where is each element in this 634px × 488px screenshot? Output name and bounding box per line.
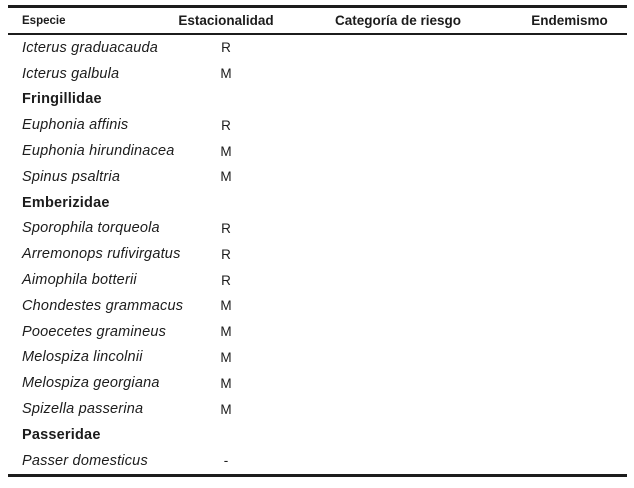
family-cell: Emberizidae	[22, 194, 110, 211]
table-row	[8, 35, 627, 61]
table-row	[8, 190, 627, 216]
family-cell: Passeridae	[22, 426, 101, 443]
species-cell: Euphonia affinis	[22, 117, 129, 134]
species-cell: Arremonops rufivirgatus	[22, 246, 181, 263]
table-row	[8, 87, 627, 113]
table-row	[8, 345, 627, 371]
table-row	[8, 61, 627, 87]
table-row	[8, 448, 627, 474]
table-row	[8, 370, 627, 396]
species-cell: Icterus graduacauda	[22, 39, 158, 56]
column-header-estacionalidad: Estacionalidad	[178, 13, 274, 28]
table-row	[8, 293, 627, 319]
seasonality-cell: M	[220, 375, 232, 391]
seasonality-cell: M	[220, 324, 232, 340]
table-row	[8, 112, 627, 138]
species-cell: Euphonia hirundinacea	[22, 143, 175, 160]
seasonality-cell: R	[221, 40, 231, 56]
column-header-categoria-riesgo: Categoría de riesgo	[334, 13, 462, 28]
table-row	[8, 216, 627, 242]
species-cell: Melospiza lincolnii	[22, 349, 143, 366]
column-header-especie: Especie	[22, 14, 66, 27]
family-cell: Fringillidae	[22, 91, 102, 108]
table-row	[8, 396, 627, 422]
seasonality-cell: M	[220, 169, 232, 185]
table-header-row	[8, 8, 627, 35]
seasonality-cell: M	[220, 298, 232, 314]
species-cell: Sporophila torqueola	[22, 220, 160, 237]
species-cell: Spizella passerina	[22, 401, 144, 418]
seasonality-cell: R	[221, 117, 231, 133]
seasonality-cell: -	[223, 453, 229, 469]
table-row	[8, 164, 627, 190]
species-cell: Icterus galbula	[22, 65, 120, 82]
species-table	[8, 5, 627, 477]
table-row	[8, 138, 627, 164]
species-cell: Aimophila botterii	[22, 272, 137, 289]
species-cell: Chondestes grammacus	[22, 297, 184, 314]
seasonality-cell: M	[220, 349, 232, 365]
species-cell: Spinus psaltria	[22, 168, 121, 185]
species-cell: Melospiza georgiana	[22, 375, 160, 392]
column-header-endemismo: Endemismo	[531, 13, 608, 28]
seasonality-cell: M	[220, 66, 232, 82]
seasonality-cell: R	[221, 220, 231, 236]
seasonality-cell: M	[220, 401, 232, 417]
table-row	[8, 241, 627, 267]
species-cell: Passer domesticus	[22, 452, 148, 469]
species-cell: Pooecetes gramineus	[22, 323, 167, 340]
table-row	[8, 319, 627, 345]
seasonality-cell: R	[221, 272, 231, 288]
seasonality-cell: R	[221, 246, 231, 262]
table-row	[8, 267, 627, 293]
table-row	[8, 422, 627, 448]
seasonality-cell: M	[220, 143, 232, 159]
